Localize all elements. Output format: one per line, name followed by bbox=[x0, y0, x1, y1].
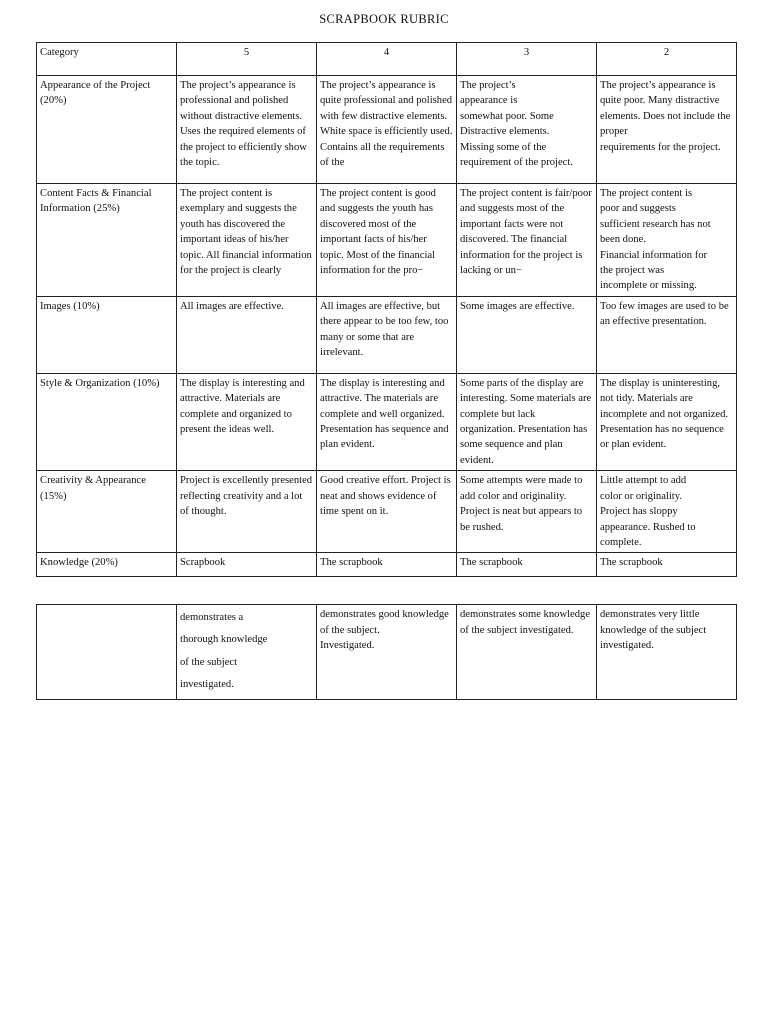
rubric-cell: Some images are effective. bbox=[457, 296, 597, 373]
rubric-cell: All images are effective. bbox=[177, 296, 317, 373]
rubric-cell: All images are effective, but there appear to be too few, too many or some that are irrelevant. bbox=[317, 296, 457, 373]
rubric-cell: Too few images are used to be an effective presentation. bbox=[597, 296, 737, 373]
row-category-cell: Creativity & Appearance (15%) bbox=[37, 471, 177, 553]
rubric-cell: Project is excellently presented reflecting creativity and a lot of thought. bbox=[177, 471, 317, 553]
rubric-cell: The project’s appearance is quite professional and polished with few distractive elements. White space is efficiently used. Contains all the requirements of the bbox=[317, 76, 457, 184]
table-header-row bbox=[37, 43, 737, 76]
rubric-cell: The display is uninteresting, not tidy. Materials are incomplete and not organized. Presentation has no sequence or plan evident. bbox=[597, 373, 737, 470]
rubric-cell: Some attempts were made to add color and originality. Project is neat but appears to be rushed. bbox=[457, 471, 597, 553]
table-row bbox=[37, 184, 737, 297]
table-row bbox=[37, 553, 737, 577]
document-title: SCRAPBOOK RUBRIC bbox=[319, 12, 449, 26]
rubric-cell: The project content is fair/poor and suggests most of the important facts were not discovered. The financial information for the project is lacking or un− bbox=[457, 184, 597, 297]
rubric-cell: Good creative effort. Project is neat and shows evidence of time spent on it. bbox=[317, 471, 457, 553]
rubric-cell: The project content is poor and suggests sufficient research has not been done. Financial information for the project was incomplete or missing. bbox=[597, 184, 737, 297]
row-category-cell: Style & Organization (10%) bbox=[37, 373, 177, 470]
rubric-cell: The project’s appearance is professional and polished without distractive elements. Uses the required elements of the project to efficiently show the topic. bbox=[177, 76, 317, 184]
header-level-4: 4 bbox=[317, 43, 457, 76]
table-row bbox=[37, 76, 737, 184]
header-category: Category bbox=[37, 43, 177, 76]
rubric-cell: demonstrates some knowledge of the subject investigated. bbox=[457, 605, 597, 700]
header-level-5: 5 bbox=[177, 43, 317, 76]
rubric-cell: Little attempt to add color or originality. Project has sloppy appearance. Rushed to complete. bbox=[597, 471, 737, 553]
row-category-cell: Content Facts & Financial Information (25%) bbox=[37, 184, 177, 297]
rubric-cell: The project content is exemplary and suggests the youth has discovered the important ideas of his/her topic. All financial information for the project is clearly bbox=[177, 184, 317, 297]
row-category-cell: Knowledge (20%) bbox=[37, 553, 177, 577]
rubric-cell: The display is interesting and attractive. Materials are complete and organized to present the ideas well. bbox=[177, 373, 317, 470]
rubric-cell: Some parts of the display are interesting. Some materials are complete but lack organization. Presentation has some sequence and plan evident. bbox=[457, 373, 597, 470]
rubric-table bbox=[36, 42, 737, 577]
table-row bbox=[37, 373, 737, 470]
row-category-cell bbox=[37, 605, 177, 700]
table-row bbox=[37, 605, 737, 700]
rubric-cell: Scrapbook bbox=[177, 553, 317, 577]
table-row bbox=[37, 471, 737, 553]
rubric-cell: The scrapbook bbox=[457, 553, 597, 577]
header-level-2: 2 bbox=[597, 43, 737, 76]
rubric-cell: The project content is good and suggests the youth has discovered most of the important facts of his/her topic. Most of the financial information for the pro− bbox=[317, 184, 457, 297]
rubric-cell: The scrapbook bbox=[317, 553, 457, 577]
rubric-cell: The scrapbook bbox=[597, 553, 737, 577]
rubric-cell: demonstrates very little knowledge of the subject investigated. bbox=[597, 605, 737, 700]
rubric-cell: The project’s appearance is quite poor. Many distractive elements. Does not include the proper requirements for the project. bbox=[597, 76, 737, 184]
rubric-cell: demonstrates good knowledge of the subject. Investigated. bbox=[317, 605, 457, 700]
header-level-3: 3 bbox=[457, 43, 597, 76]
row-category-cell: Images (10%) bbox=[37, 296, 177, 373]
rubric-cell: The project’s appearance is somewhat poor. Some Distractive elements. Missing some of the requirement of the project. bbox=[457, 76, 597, 184]
row-category-cell: Appearance of the Project (20%) bbox=[37, 76, 177, 184]
rubric-cell: The display is interesting and attractive. The materials are complete and well organized. Presentation has sequence and plan evident. bbox=[317, 373, 457, 470]
rubric-cell: demonstrates a thorough knowledge of the subject investigated. bbox=[177, 605, 317, 700]
table-row bbox=[37, 296, 737, 373]
rubric-table-continuation bbox=[36, 604, 737, 700]
